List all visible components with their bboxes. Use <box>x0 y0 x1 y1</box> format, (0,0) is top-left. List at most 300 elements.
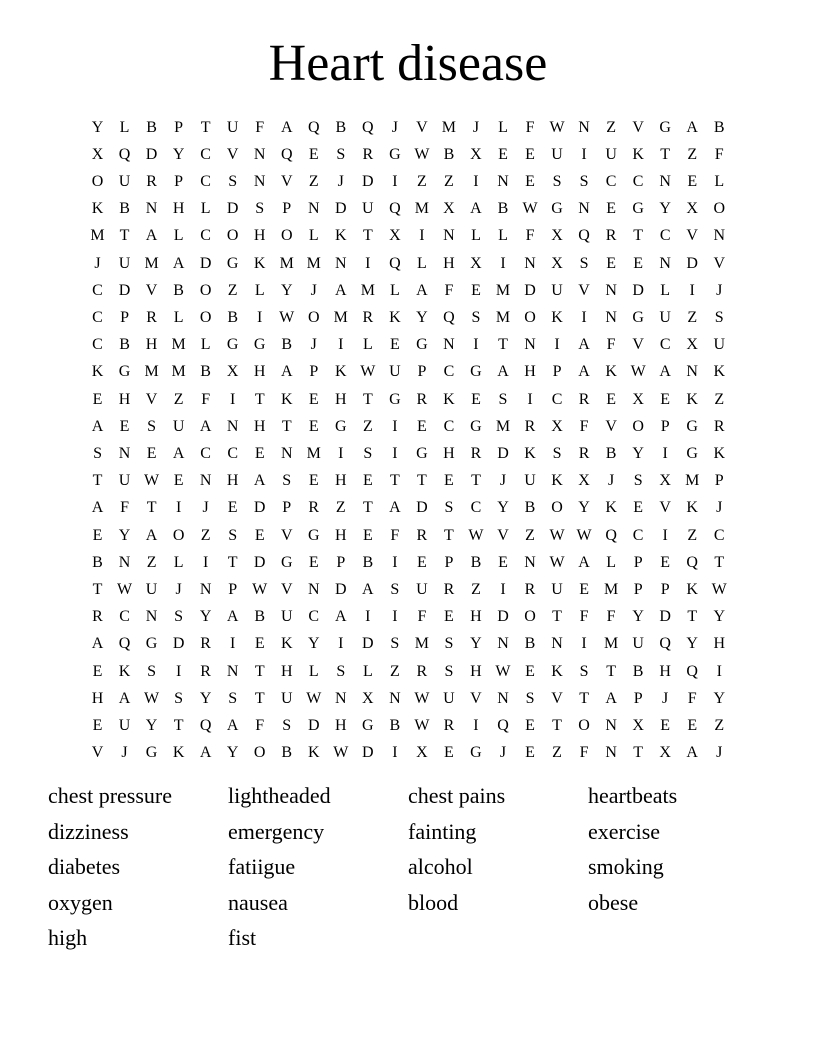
grid-letter: L <box>362 662 373 680</box>
grid-letter: A <box>659 363 671 381</box>
grid-letter: G <box>307 526 320 544</box>
grid-letter: B <box>443 145 455 163</box>
grid-letter: T <box>660 145 671 163</box>
grid-letter: M <box>144 254 159 272</box>
grid-letter: Y <box>713 689 726 707</box>
grid-letter: P <box>633 581 643 599</box>
grid-letter: F <box>201 390 211 408</box>
grid-letter: K <box>605 499 617 517</box>
grid-letter: P <box>174 118 184 136</box>
grid-letter: I <box>473 336 479 354</box>
grid-letter: E <box>173 472 184 490</box>
word-list-item: exercise <box>588 818 661 844</box>
grid-letter: W <box>279 309 295 327</box>
grid-letter: O <box>91 173 104 190</box>
grid-letter: S <box>282 717 292 735</box>
grid-letter: A <box>226 608 239 626</box>
grid-letter: G <box>118 363 131 381</box>
grid-letter: E <box>525 145 535 163</box>
grid-letter: I <box>581 309 587 327</box>
grid-letter: U <box>416 581 428 599</box>
grid-letter: B <box>119 336 130 354</box>
grid-letter: S <box>228 173 238 190</box>
grid-letter: T <box>498 336 508 354</box>
grid-letter: Z <box>606 118 616 136</box>
grid-letter: I <box>392 445 398 463</box>
grid-letter: L <box>173 227 184 245</box>
grid-letter: N <box>524 553 536 571</box>
grid-letter: W <box>333 744 349 762</box>
word-list-item: smoking <box>588 854 664 879</box>
grid-letter: D <box>686 254 698 272</box>
grid-letter: S <box>282 472 292 490</box>
word-list-item: nausea <box>228 889 288 915</box>
grid-letter: K <box>91 363 104 381</box>
grid-letter: Z <box>714 390 725 408</box>
grid-letter: G <box>470 363 482 381</box>
grid-letter: I <box>257 309 263 327</box>
grid-letter: P <box>174 173 184 190</box>
grid-letter: G <box>389 390 401 408</box>
grid-letter: S <box>579 662 589 680</box>
grid-letter: C <box>200 145 211 163</box>
grid-letter: R <box>362 145 374 163</box>
grid-letter: C <box>713 526 725 544</box>
grid-letter: D <box>118 281 131 299</box>
grid-letter: D <box>497 608 509 626</box>
grid-letter: W <box>414 717 430 735</box>
grid-letter: T <box>471 472 481 490</box>
grid-letter: N <box>524 254 536 272</box>
grid-letter: U <box>551 145 563 163</box>
grid-letter: N <box>253 173 266 190</box>
grid-letter: S <box>147 417 157 435</box>
grid-letter: A <box>497 363 509 381</box>
grid-letter: D <box>524 281 536 299</box>
grid-letter: X <box>659 472 671 490</box>
grid-letter: K <box>253 254 266 272</box>
grid-letter: Q <box>497 717 509 735</box>
grid-letter: N <box>659 173 671 190</box>
grid-letter: P <box>633 553 643 571</box>
word-list-item: fatiigue <box>228 854 296 879</box>
grid-letter: A <box>253 472 266 490</box>
grid-letter: I <box>581 145 587 163</box>
grid-letter: S <box>363 445 373 463</box>
grid-letter: J <box>472 118 480 136</box>
grid-letter: F <box>255 717 265 735</box>
grid-letter: N <box>443 227 455 245</box>
grid-letter: I <box>419 227 425 245</box>
grid-letter: M <box>495 417 511 435</box>
grid-letter: T <box>714 553 725 571</box>
grid-letter: F <box>579 744 589 762</box>
grid-letter: E <box>660 717 671 735</box>
grid-letter: A <box>686 118 698 136</box>
grid-letter: I <box>581 635 587 653</box>
grid-row <box>84 277 733 304</box>
grid-letter: L <box>714 173 725 190</box>
grid-letter: N <box>605 281 617 299</box>
grid-letter: V <box>605 417 617 435</box>
grid-letter: D <box>335 200 347 218</box>
grid-letter: B <box>173 281 184 299</box>
grid-letter: V <box>280 526 293 544</box>
grid-letter: G <box>470 744 482 762</box>
grid-letter: S <box>579 254 589 272</box>
grid-letter: E <box>417 553 427 571</box>
grid-letter: G <box>145 744 158 762</box>
grid-letter: N <box>443 336 455 354</box>
grid-letter: E <box>389 336 400 354</box>
grid-letter: A <box>145 526 158 544</box>
grid-letter: E <box>227 499 238 517</box>
grid-letter: I <box>230 390 236 408</box>
grid-letter: D <box>172 635 185 653</box>
grid-letter: A <box>470 200 482 218</box>
grid-letter: G <box>389 145 401 163</box>
grid-letter: K <box>524 445 536 463</box>
grid-letter: U <box>632 635 644 653</box>
grid-letter: E <box>308 417 319 435</box>
grid-letter: W <box>144 689 160 707</box>
grid-letter: O <box>280 227 293 245</box>
grid-letter: G <box>280 553 293 571</box>
grid-letter: P <box>309 363 319 381</box>
grid-letter: H <box>118 390 131 408</box>
grid-letter: R <box>605 227 617 245</box>
grid-letter: V <box>497 526 509 544</box>
grid-letter: B <box>200 363 211 381</box>
grid-letter: Y <box>470 635 482 653</box>
grid-letter: I <box>500 254 506 272</box>
grid-row <box>84 468 733 495</box>
grid-letter: S <box>525 689 535 707</box>
grid-letter: E <box>660 553 671 571</box>
grid-letter: M <box>144 363 159 381</box>
grid-letter: Y <box>307 635 320 653</box>
grid-letter: N <box>605 717 617 735</box>
grid-letter: T <box>173 717 184 735</box>
grid-row <box>84 250 733 277</box>
grid-letter: I <box>662 445 668 463</box>
grid-letter: C <box>551 390 563 408</box>
grid-letter: T <box>92 581 103 599</box>
grid-letter: T <box>633 227 644 245</box>
grid-letter: V <box>280 173 293 190</box>
grid-letter: N <box>226 417 239 435</box>
grid-letter: B <box>335 118 347 136</box>
grid-letter: H <box>145 336 158 354</box>
grid-letter: O <box>551 499 563 517</box>
grid-letter: G <box>416 336 428 354</box>
grid-letter: K <box>686 499 698 517</box>
grid-letter: W <box>549 118 565 136</box>
word-list-item: diabetes <box>48 854 121 879</box>
grid-letter: W <box>116 581 133 599</box>
grid-letter: I <box>202 553 209 571</box>
grid-letter: M <box>279 254 294 272</box>
grid-letter: H <box>443 445 455 463</box>
grid-letter: B <box>713 118 725 136</box>
grid-letter: X <box>362 689 374 707</box>
grid-letter: V <box>578 281 590 299</box>
grid-letter: S <box>228 526 238 544</box>
grid-row <box>84 712 733 739</box>
grid-letter: J <box>202 499 209 517</box>
grid-row <box>84 304 733 331</box>
grid-row <box>84 576 733 603</box>
grid-letter: S <box>336 662 346 680</box>
grid-letter: T <box>200 118 211 136</box>
grid-letter: J <box>499 744 507 762</box>
grid-letter: H <box>443 254 455 272</box>
grid-letter: B <box>92 553 103 571</box>
grid-letter: T <box>362 390 373 408</box>
grid-letter: I <box>338 336 344 354</box>
grid-letter: R <box>578 445 590 463</box>
grid-letter: W <box>495 662 511 680</box>
grid-letter: J <box>175 581 182 599</box>
grid-letter: H <box>280 662 293 680</box>
grid-letter: E <box>606 254 616 272</box>
grid-letter: K <box>632 145 644 163</box>
word-list-item: fainting <box>408 818 477 844</box>
word-list-item: oxygen <box>48 889 113 915</box>
grid-letter: A <box>280 363 293 381</box>
grid-letter: O <box>199 281 212 299</box>
grid-letter: V <box>632 336 644 354</box>
grid-letter: J <box>94 254 101 272</box>
grid-letter: T <box>254 689 265 707</box>
word-search-grid <box>84 114 733 767</box>
grid-letter: K <box>280 635 293 653</box>
grid-letter: Z <box>227 281 238 299</box>
grid-letter: Q <box>686 662 698 680</box>
grid-letter: E <box>498 553 508 571</box>
grid-letter: B <box>524 635 536 653</box>
grid-letter: T <box>281 417 292 435</box>
grid-letter: R <box>146 309 157 327</box>
grid-letter: Y <box>497 499 509 517</box>
grid-letter: R <box>443 717 455 735</box>
grid-letter: S <box>471 309 481 327</box>
grid-letter: U <box>118 472 131 490</box>
grid-letter: V <box>416 118 428 136</box>
grid-letter: X <box>389 227 401 245</box>
grid-letter: M <box>603 635 619 653</box>
grid-letter: L <box>417 254 427 272</box>
grid-letter: I <box>175 662 182 680</box>
grid-letter: I <box>473 173 479 190</box>
grid-letter: E <box>687 173 698 190</box>
grid-letter: Z <box>173 390 184 408</box>
grid-letter: X <box>659 744 671 762</box>
grid-letter: E <box>254 526 265 544</box>
grid-letter: N <box>524 336 536 354</box>
grid-letter: M <box>603 581 619 599</box>
grid-letter: G <box>659 118 671 136</box>
grid-letter: E <box>525 662 535 680</box>
grid-letter: Q <box>389 200 401 218</box>
grid-letter: B <box>605 445 617 463</box>
grid-row <box>84 631 733 658</box>
grid-letter: U <box>118 173 131 190</box>
grid-letter: V <box>280 581 293 599</box>
grid-row <box>84 740 733 767</box>
grid-letter: F <box>606 336 616 354</box>
grid-letter: H <box>172 200 185 218</box>
grid-letter: E <box>362 526 373 544</box>
grid-letter: B <box>146 118 157 136</box>
grid-letter: M <box>414 635 429 653</box>
grid-letter: F <box>417 608 427 626</box>
grid-letter: L <box>254 281 265 299</box>
grid-letter: S <box>174 608 184 626</box>
grid-letter: A <box>389 499 401 517</box>
grid-row <box>84 413 733 440</box>
word-list-item: lightheaded <box>228 783 331 808</box>
grid-letter: I <box>392 417 398 435</box>
grid-letter: I <box>392 608 398 626</box>
grid-letter: K <box>686 390 698 408</box>
grid-letter: T <box>633 744 644 762</box>
grid-letter: K <box>172 744 185 762</box>
grid-letter: U <box>280 689 293 707</box>
grid-letter: D <box>416 499 428 517</box>
grid-letter: Z <box>687 526 698 544</box>
grid-letter: Y <box>632 608 644 626</box>
grid-letter: Y <box>659 200 671 218</box>
grid-letter: V <box>91 744 104 762</box>
grid-letter: B <box>632 662 644 680</box>
grid-letter: A <box>91 499 104 517</box>
grid-letter: V <box>145 281 158 299</box>
grid-letter: E <box>633 499 644 517</box>
grid-letter: S <box>714 309 724 327</box>
grid-letter: A <box>335 608 347 626</box>
grid-letter: K <box>551 472 563 490</box>
grid-letter: I <box>365 254 371 272</box>
word-list-item: emergency <box>228 818 325 844</box>
grid-letter: Y <box>118 526 131 544</box>
grid-letter: J <box>310 336 317 354</box>
grid-letter: W <box>414 689 430 707</box>
grid-letter: S <box>498 390 508 408</box>
grid-letter: A <box>91 635 104 653</box>
grid-letter: K <box>443 390 455 408</box>
grid-letter: B <box>227 309 238 327</box>
grid-letter: I <box>689 281 695 299</box>
word-list-item: chest pains <box>408 783 506 808</box>
grid-letter: P <box>120 309 129 327</box>
grid-letter: T <box>362 499 373 517</box>
grid-row <box>84 549 733 576</box>
grid-letter: L <box>660 281 671 299</box>
grid-letter: L <box>308 662 319 680</box>
grid-letter: A <box>416 281 428 299</box>
grid-letter: R <box>308 499 320 517</box>
grid-letter: B <box>119 200 130 218</box>
grid-letter: N <box>578 200 590 218</box>
grid-letter: E <box>471 390 481 408</box>
grid-letter: O <box>226 227 239 245</box>
grid-letter: P <box>714 472 724 490</box>
grid-row <box>84 440 733 467</box>
grid-letter: H <box>91 689 104 707</box>
grid-letter: Z <box>335 499 346 517</box>
grid-letter: U <box>389 363 401 381</box>
grid-letter: F <box>606 608 616 626</box>
grid-letter: E <box>579 581 589 599</box>
grid-letter: I <box>392 744 398 762</box>
grid-letter: H <box>226 472 239 490</box>
grid-letter: K <box>280 390 293 408</box>
grid-letter: R <box>416 526 428 544</box>
grid-letter: T <box>119 227 130 245</box>
grid-letter: N <box>199 472 212 490</box>
grid-letter: F <box>255 118 265 136</box>
grid-letter: B <box>524 499 536 517</box>
grid-letter: D <box>659 608 671 626</box>
grid-letter: M <box>171 363 186 381</box>
grid-letter: N <box>686 363 698 381</box>
grid-letter: X <box>416 744 428 762</box>
grid-letter: Z <box>444 173 454 190</box>
grid-row <box>84 685 733 712</box>
grid-letter: K <box>551 309 563 327</box>
grid-letter: T <box>254 662 265 680</box>
grid-letter: E <box>254 635 265 653</box>
grid-letter: R <box>713 417 725 435</box>
grid-letter: N <box>145 200 158 218</box>
grid-letter: C <box>470 499 482 517</box>
grid-letter: K <box>713 445 726 463</box>
grid-letter: P <box>228 581 238 599</box>
grid-letter: X <box>551 417 563 435</box>
grid-letter: T <box>389 472 400 490</box>
grid-letter: M <box>414 200 429 218</box>
grid-letter: G <box>551 200 563 218</box>
grid-letter: B <box>254 608 266 626</box>
grid-letter: V <box>470 689 482 707</box>
grid-letter: T <box>552 608 562 626</box>
grid-letter: I <box>365 608 371 626</box>
grid-letter: X <box>686 336 698 354</box>
grid-letter: Y <box>280 281 293 299</box>
grid-letter: J <box>310 281 317 299</box>
grid-letter: G <box>470 417 482 435</box>
grid-letter: F <box>120 499 129 517</box>
grid-letter: H <box>335 717 347 735</box>
grid-letter: O <box>713 200 726 218</box>
grid-letter: Q <box>362 118 374 136</box>
grid-letter: Z <box>362 417 373 435</box>
grid-letter: A <box>686 744 698 762</box>
grid-letter: E <box>606 200 616 218</box>
grid-letter: M <box>333 309 348 327</box>
grid-letter: E <box>498 145 508 163</box>
grid-letter: N <box>145 608 158 626</box>
grid-letter: V <box>145 390 158 408</box>
grid-letter: N <box>335 689 347 707</box>
grid-letter: J <box>716 499 723 517</box>
grid-letter: O <box>524 309 536 327</box>
grid-letter: J <box>607 472 615 490</box>
grid-letter: K <box>335 227 347 245</box>
grid-letter: Y <box>172 145 185 163</box>
grid-letter: P <box>336 553 346 571</box>
